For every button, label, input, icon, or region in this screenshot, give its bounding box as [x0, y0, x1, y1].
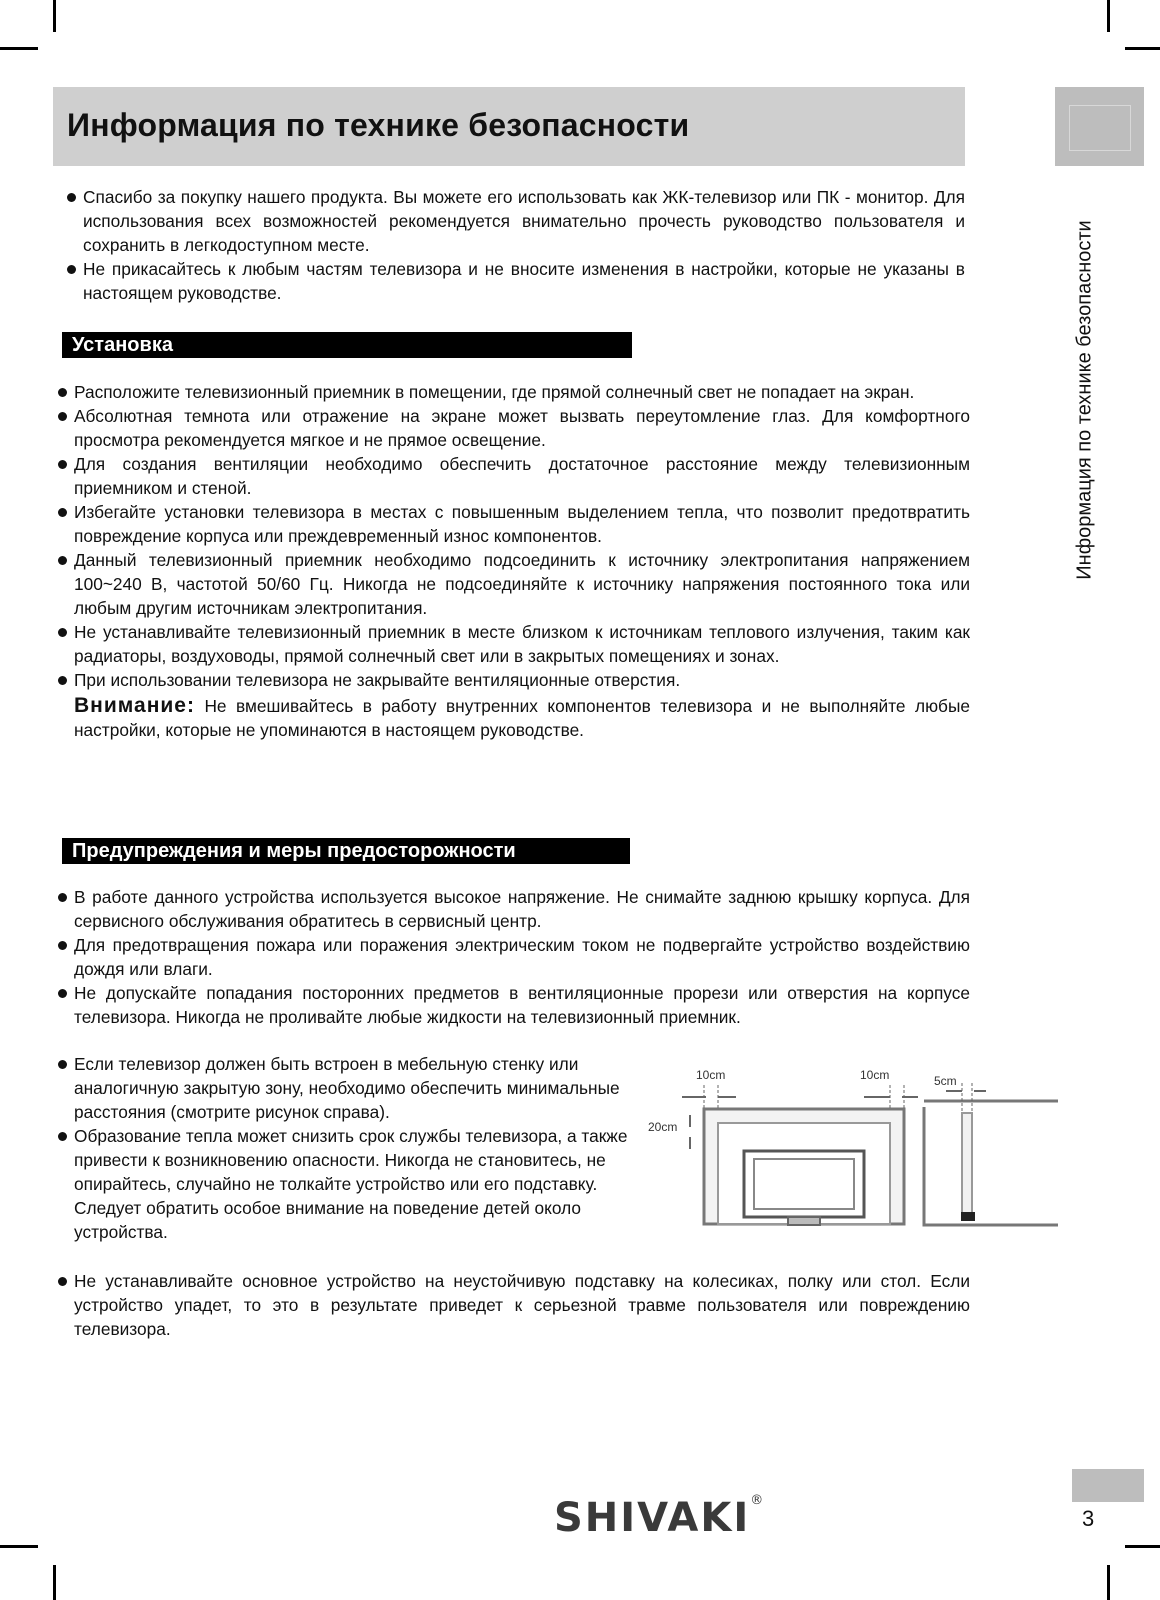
- crop-mark: [1107, 0, 1110, 32]
- list-item: Для создания вентиляции необходимо обеспечить достаточное расстояние между телевизионным приемником и стеной.: [58, 452, 970, 500]
- list-item: Спасибо за покупку нашего продукта. Вы можете его использовать как ЖК-телевизор или ПК - монитор. Для использования всех возможностей рекомендуется внимательно прочесть руководство пользователя и сохранить в легкодоступном месте.: [67, 185, 965, 257]
- bullet-icon: [67, 193, 76, 202]
- right-gap-label: 10cm: [860, 1068, 890, 1082]
- bullet-icon: [58, 1060, 67, 1069]
- page-number-tab: [1072, 1469, 1144, 1502]
- left-gap-label: 10cm: [696, 1068, 726, 1082]
- crop-mark: [53, 1565, 56, 1600]
- intro-list: [67, 185, 965, 305]
- page-title-bar: [53, 87, 965, 166]
- precautions-list-bottom: [58, 1269, 970, 1341]
- brand-logo: SHIVAKI®: [554, 1493, 764, 1541]
- side-section-label: Информация по технике безопасности: [1073, 220, 1096, 580]
- list-item: Не устанавливайте основное устройство на неустойчивую подставку на колесиках, полку или стол. Если устройство упадет, то это в результате приведет к серьезной травме пользователя или повреждению телевизора.: [58, 1269, 970, 1341]
- precautions-list-top: [58, 885, 970, 1029]
- bullet-icon: [58, 1132, 67, 1141]
- list-item: Образование тепла может снизить срок службы телевизора, а также привести к возникновению опасности. Никогда не становитесь, не опирайтесь, случайно не толкайте устройство или его подставку. Следует обратить особое внимание на поведение детей около устройства.: [58, 1124, 654, 1244]
- warning-label: Внимание:: [74, 694, 195, 717]
- back-gap-label: 5cm: [934, 1074, 957, 1088]
- crop-mark: [0, 1545, 38, 1548]
- bullet-icon: [58, 676, 67, 685]
- bullet-icon: [58, 412, 67, 421]
- list-item: Расположите телевизионный приемник в помещении, где прямой солнечный свет не попадает на экран.: [58, 380, 970, 404]
- bullet-icon: [58, 941, 67, 950]
- bullet-icon: [58, 989, 67, 998]
- bullet-icon: [58, 388, 67, 397]
- bullet-icon: [67, 265, 76, 274]
- section-heading-installation: Установка: [62, 332, 632, 358]
- list-item: При использовании телевизора не закрывайте вентиляционные отверстия.: [58, 668, 970, 692]
- page-number: 3: [1082, 1506, 1095, 1531]
- list-item: В работе данного устройства используется высокое напряжение. Не снимайте заднюю крышку корпуса. Для сервисного обслуживания обратитесь в сервисный центр.: [58, 885, 970, 933]
- precautions-list-side: [58, 1052, 654, 1244]
- page-title: Информация по технике безопасности: [67, 107, 690, 143]
- list-item: Данный телевизионный приемник необходимо подсоединить к источнику электропитания напряжением 100~240 В, частотой 50/60 Гц. Никогда не подсоединяйте к источнику напряжения постоянного тока или любым другим источникам электропитания.: [58, 548, 970, 620]
- bullet-icon: [58, 556, 67, 565]
- crop-mark: [1107, 1565, 1110, 1600]
- bullet-icon: [58, 1277, 67, 1286]
- installation-list: [58, 380, 970, 742]
- side-tab: [1055, 87, 1144, 166]
- bullet-icon: [58, 460, 67, 469]
- clearance-diagram: [648, 1065, 1062, 1255]
- crop-mark: [53, 0, 56, 32]
- bullet-icon: [58, 893, 67, 902]
- top-gap-label: 20cm: [648, 1120, 678, 1134]
- crop-mark: [0, 47, 38, 50]
- bullet-icon: [58, 508, 67, 517]
- list-item: Не допускайте попадания посторонних предметов в вентиляционные прорези или отверстия на корпусе телевизора. Никогда не проливайте любые жидкости на телевизионный приемник.: [58, 981, 970, 1029]
- list-item: Абсолютная темнота или отражение на экране может вызвать переутомление глаз. Для комфортного просмотра рекомендуется мягкое и не прямое освещение.: [58, 404, 970, 452]
- list-item: Избегайте установки телевизора в местах с повышенным выделением тепла, что позволит предотвратить повреждение корпуса или преждевременный износ компонентов.: [58, 500, 970, 548]
- list-item: Для предотвращения пожара или поражения электрическим током не подвергайте устройство воздействию дождя или влаги.: [58, 933, 970, 981]
- list-item: Не устанавливайте телевизионный приемник в месте близком к источникам теплового излучения, таким как радиаторы, воздуховоды, прямой солнечный свет или в закрытых помещениях и зонах.: [58, 620, 970, 668]
- crop-mark: [1125, 47, 1160, 50]
- warning-note: Внимание: Не вмешивайтесь в работу внутренних компонентов телевизора и не выполняйте любые настройки, которые не упоминаются в настоящем руководстве.: [74, 694, 970, 740]
- bullet-icon: [58, 628, 67, 637]
- crop-mark: [1125, 1545, 1160, 1548]
- list-item: Не прикасайтесь к любым частям телевизора и не вносите изменения в настройки, которые не указаны в настоящем руководстве.: [67, 257, 965, 305]
- list-item: Если телевизор должен быть встроен в мебельную стенку или аналогичную закрытую зону, необходимо обеспечить минимальные расстояния (смотрите рисунок справа).: [58, 1052, 654, 1124]
- section-heading-precautions: Предупреждения и меры предосторожности: [62, 838, 630, 864]
